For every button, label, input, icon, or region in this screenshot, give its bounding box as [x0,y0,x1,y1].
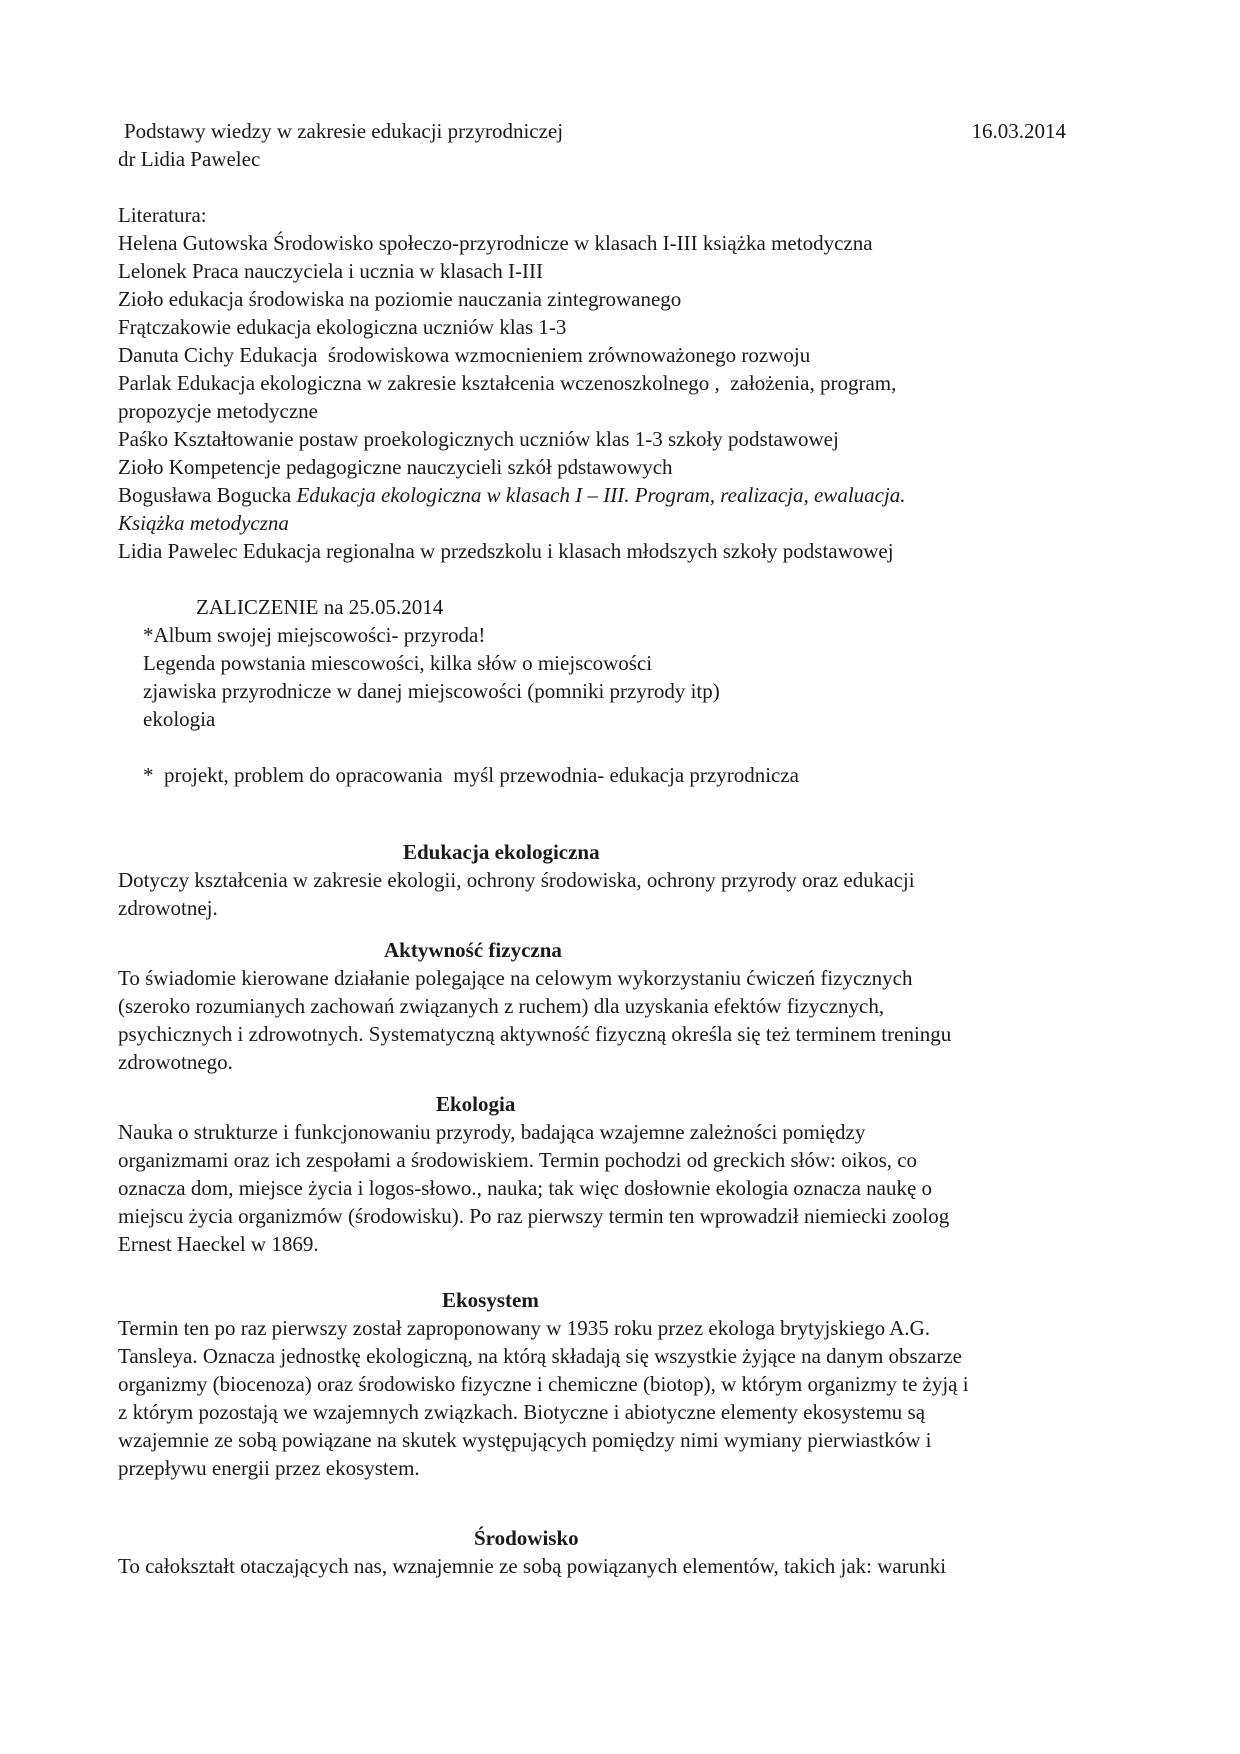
section-title: Środowisko [474,1526,579,1550]
section-line: oznacza dom, miejsce życia i logos-słowo., nauka; tak więc dosłownie ekologia oznacza naukę o [118,1176,933,1200]
section-edukacja-ekologiczna [118,838,1118,922]
section-line: Nauka o strukturze i funkcjonowaniu przyrody, badająca wzajemne zależności pomiędzy [118,1120,866,1144]
author-name: dr Lidia Pawelec [118,147,261,171]
section-title: Ekosystem [442,1288,539,1312]
literature-item: Parlak Edukacja ekologiczna w zakresie kształcenia wczenoszkolnego , założenia, program, [118,371,897,395]
project-line: * projekt, problem do opracowania myśl przewodnia- edukacja przyrodnicza [143,763,800,787]
section-line: psychicznych i zdrowotnych. Systematyczną aktywność fizyczną określa się też terminem treningu [118,1022,952,1046]
section-line: To całokształt otaczających nas, wznajemnie ze sobą powiązanych elementów, takich jak: warunki [118,1554,947,1578]
literature-title-italic-cont: Książka metodyczna [118,511,289,535]
section-title: Aktywność fizyczna [384,938,562,962]
literature-list [118,201,1118,565]
document-body [118,117,1118,1580]
section-title: Edukacja ekologiczna [403,840,600,864]
literature-item: Danuta Cichy Edukacja środowiskowa wzmocnieniem zrównoważonego rozwoju [118,343,811,367]
zaliczenie-line: ekologia [143,707,216,731]
section-line: To świadomie kierowane działanie polegające na celowym wykorzystaniu ćwiczeń fizycznych [118,966,913,990]
section-line: (szeroko rozumianych zachowań związanych z ruchem) dla uzyskania efektów fizycznych, [118,994,885,1018]
section-line: Ernest Haeckel w 1869. [118,1232,319,1256]
zaliczenie-line: *Album swojej miejscowości- przyroda! [143,623,486,647]
section-line: zdrowotnego. [118,1050,233,1074]
literature-item: Paśko Kształtowanie postaw proekologicznych uczniów klas 1-3 szkoły podstawowej [118,427,839,451]
section-srodowisko [118,1524,1118,1580]
zaliczenie-block [118,593,1118,789]
section-line: Dotyczy kształcenia w zakresie ekologii, ochrony środowiska, ochrony przyrody oraz edukacji [118,868,915,892]
section-line: organizmami oraz ich zespołami a środowiskiem. Termin pochodzi od greckich słów: oikos, co [118,1148,918,1172]
literature-item: Zioło Kompetencje pedagogiczne nauczycieli szkół pdstawowych [118,455,673,479]
document-date: 16.03.2014 [971,119,1066,143]
section-line: miejscu życia organizmów (środowisku). Po raz pierwszy termin ten wprowadził niemiecki zoolog [118,1204,950,1228]
section-line: Tansleya. Oznacza jednostkę ekologiczną, na którą składają się wszystkie żyjące na danym obszarze [118,1344,962,1368]
zaliczenie-title: ZALICZENIE na 25.05.2014 [196,595,444,619]
literature-author: Bogusława Bogucka [118,483,297,507]
section-ekosystem [118,1286,1118,1482]
literature-title-italic: Edukacja ekologiczna w klasach I – III. Program, realizacja, ewaluacja. [296,483,906,507]
zaliczenie-line: Legenda powstania miescowości, kilka słów o miejscowości [143,651,653,675]
literature-item-bogucka [118,481,1118,509]
literature-item: Lelonek Praca nauczyciela i ucznia w klasach I-III [118,259,544,283]
literature-item: Zioło edukacja środowiska na poziomie nauczania zintegrowanego [118,287,682,311]
section-line: wzajemnie ze sobą powiązane na skutek występujących pomiędzy nimi wymiany pierwiastków i [118,1428,932,1452]
section-aktywnosc-fizyczna [118,936,1118,1076]
section-line: Termin ten po raz pierwszy został zaproponowany w 1935 roku przez ekologa brytyjskiego A.G. [118,1316,931,1340]
literature-heading: Literatura: [118,203,207,227]
course-title: Podstawy wiedzy w zakresie edukacji przyrodniczej [124,119,564,143]
document-header [118,117,1066,145]
section-line: zdrowotnej. [118,896,218,920]
section-line: z którym pozostają we wzajemnych związkach. Biotyczne i abiotyczne elementy ekosystemu są [118,1400,926,1424]
literature-item: propozycje metodyczne [118,399,318,423]
section-line: przepływu energii przez ekosystem. [118,1456,420,1480]
section-line: organizmy (biocenoza) oraz środowisko fizyczne i chemiczne (biotop), w którym organizmy te żyją i [118,1372,969,1396]
section-ekologia [118,1090,1118,1258]
section-title: Ekologia [436,1092,516,1116]
literature-item: Helena Gutowska Środowisko społeczo-przyrodnicze w klasach I-III książka metodyczna [118,231,873,255]
zaliczenie-line: zjawiska przyrodnicze w danej miejscowości (pomniki przyrody itp) [143,679,720,703]
literature-item: Lidia Pawelec Edukacja regionalna w przedszkolu i klasach młodszych szkoły podstawowej [118,539,894,563]
literature-item: Frątczakowie edukacja ekologiczna uczniów klas 1-3 [118,315,567,339]
